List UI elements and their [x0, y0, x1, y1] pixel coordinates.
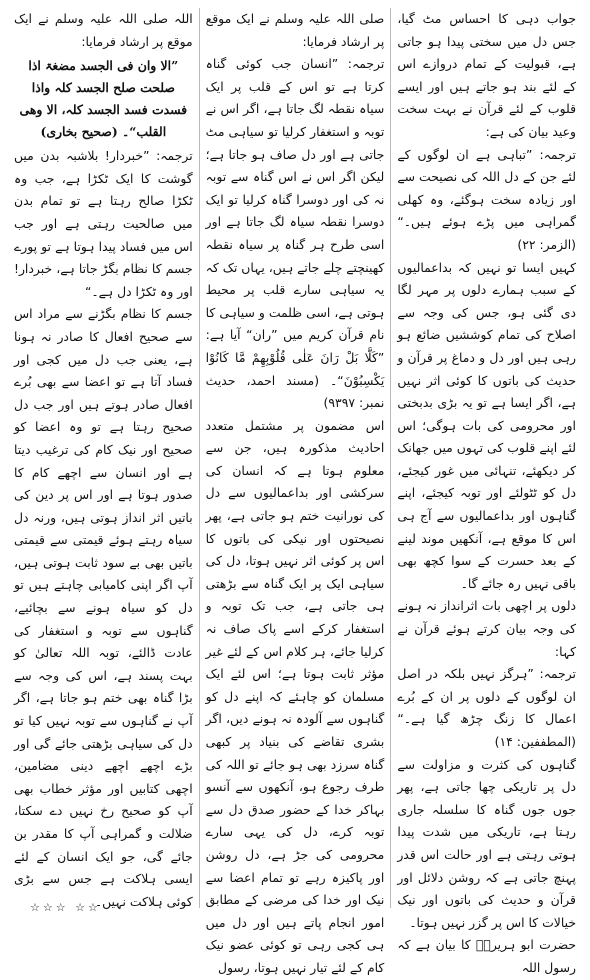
quran-translation: ترجمہ: ”ہرگز نہیں بلکہ در اصل ان لوگوں کے دلوں پر ان کے بُرے اعمال کا زنگ چڑھ گیا ہے۔“ (المطففین: ۱۴) [397, 666, 576, 749]
text-columns [8, 8, 582, 975]
paragraph: جسم کا نظام بگڑنے سے مراد اس سے صحیح افعال کا صادر نہ ہونا ہے، یعنی جب دل میں کجی اور فساد آتا ہے تو اعضا سے بھی بُرے افعال صادر ہوتے ہیں اور جب دل صحیح رہتا ہے تو وہ اعضا کو صحیح اور نیک کام کی ترغیب دیتا ہے اور انسان سے اچھے کام کا صدور ہوتا ہے اور اس پر دین کی باتیں اثر انداز ہوتی ہیں، ورنہ دل سیاہ رہتے ہوئے قیمتی سے قیمتی باتیں بھی بے سود ثابت ہوتی ہیں، آپ اگر اپنی کامیابی چاہتے ہیں تو دل کو سیاہ ہونے سے بچائیے، گناہوں سے توبہ و استغفار کی عادت ڈالئے، توبہ اللہ تعالیٰ کو بہت پسند ہے، اس کی وجہ سے بڑا گناہ بھی ختم ہو جاتا ہے، اگر آپ نے گناہوں سے توبہ نہیں کیا تو دل کی سیاہی بڑھتی جائے گی اور بڑے اچھے اچھے دینی مضامین، اچھی کتابیں اور مؤثر خطاب بھی آپ کو صحیح رخ نہیں دے سکتا، ضلالت و گمراہی آپ کا مقدر بن جائے گی، جو ایک انسان کے لئے ایسی ہلاکت ہے جس سے بڑی کوئی ہلاکت نہیں۔ [13, 306, 193, 909]
paragraph: اللہ صلی اللہ علیہ وسلم نے ایک موقع پر ارشاد فرمایا: [13, 11, 193, 49]
paragraph: حضرت ابو ہریرہؓ کا بیان ہے کہ رسول اللہ [397, 937, 576, 975]
hadith-translation: ترجمہ: ”انسان جب کوئی گناہ کرتا ہے تو اس کے قلب پر ایک سیاہ نقطہ لگ جاتا ہے، اگر اس نے توبہ و استغفار کرلیا تو سیاہی مٹ جاتی ہے اور دل صاف ہو جاتا ہے؛ لیکن اگر اس نے اس گناہ سے توبہ نہ کی اور دوسرا گناہ کرلیا تو ایک دوسرا نقطہ سیاہ لگ جاتا ہے اور اسی طرح ہر گناہ پر سیاہ نقطہ کھینچتے چلے جاتے ہیں، یہاں تک کہ یہ سیاہی سارے قلب پر محیط ہوتی ہے، اسی ظلمت و سیاہی کا نام قرآن کریم میں ”ران“ آیا ہے: ”كَلَّا بَلْ رَانَ عَلٰى قُلُوْبِهِمْ مَّا كَانُوْا يَكْسِبُوْنَ“۔ (مسند احمد، حدیث نمبر: ۹۳۹۷) [205, 56, 385, 411]
column-middle [200, 8, 392, 975]
end-ornament: ☆☆☆ ☆☆ [30, 901, 101, 914]
paragraph: دلوں پر اچھی بات اثرانداز نہ ہونے کی وجہ بیان کرتے ہوئے قرآن نے کہا: [397, 598, 576, 659]
arabic-hadith: ”الا وان فی الجسد مضغۃ اذا صلحت صلح الجسد کلہ واذا فسدت فسد الجسد کلہ، الا وھی القلب“۔ (صحیح بخاری) [19, 58, 188, 140]
paragraph: کہیں ایسا تو نہیں کہ بداعمالیوں کے سبب ہمارے دلوں پر مہر لگا دی گئی ہو، جس کی وجہ سے اصلاح کی تمام کوششیں ضائع ہو رہی ہیں اور دل و دماغ پر قرآن و حدیث کی باتوں کا کوئی اثر نہیں ہے، اگر ایسا ہے تو یہ بڑی بدبختی اور محرومی کی بات ہوگی؛ اس لئے اپنے قلوب کی تہوں میں جھانک کر دیکھئے، تنہائی میں غور کیجئے، دل کو ٹٹولئے اور توبہ کیجئے، اپنے گناہوں اور بداعمالیوں سے آج ہی اس کا موقع ہے، آنکھیں موند لینے کے بعد حسرت کے سوا کچھ بھی باقی نہیں رہ جائے گا۔ [397, 259, 576, 591]
paragraph: صلی اللہ علیہ وسلم نے ایک موقع پر ارشاد فرمایا: [205, 11, 385, 49]
column-right [391, 8, 582, 975]
hadith-translation: ترجمہ: ”خبردار! بلاشبہ بدن میں گوشت کا ایک ٹکڑا ہے، جب وہ ٹکڑا صالح رہتا ہے تو تمام بدن میں صالحیت رہتی ہے اور جب اس میں فساد پیدا ہوتا ہے تو پورے جسم کا نظام بگڑ جاتا ہے، خبردار! اور وہ ٹکڑا دل ہے۔“ [13, 148, 193, 299]
column-left [8, 8, 200, 908]
paragraph: اس مضمون پر مشتمل متعدد احادیث مذکورہ ہیں، جن سے معلوم ہوتا ہے کہ انسان کی سرکشی اور بداعمالیوں سے دل کی نورانیت ختم ہو جاتی ہے، پھر نصیحتوں اور نیکی کی باتوں کا اس پر کوئی اثر نہیں ہوتا، دل کی سیاہی ایک پر ایک گناہ سے بڑھتی ہی جاتی ہے، جب تک توبہ و استغفار کرکے اسے پاک صاف نہ کرلیا جائے، ہر کلام اس کے لئے غیر مؤثر ثابت ہوتا ہے؛ اس لئے ایک مسلمان کو چاہئے کہ اپنے دل کو گناہوں سے آلودہ نہ ہونے دیں، اگر بشری تقاضے کی بنیاد پر کبھی گناہ سرزد بھی ہو جائے تو اللہ کی طرف رجوع ہو، آنکھوں سے آنسو بہاکر خدا کے حضور صدق دل سے توبہ کرے، دل کی یہی سارے محرومی کی جڑ ہے، دل روشن اور پاکیزہ رہے تو تمام اعضا سے نیک اور خدا کی مرضی کے مطابق امور انجام پاتے ہیں اور دل میں ہی کجی رہی تو کوئی عضو نیک کام کے لئے تیار نہیں ہوتا، رسول [205, 417, 385, 975]
paragraph: جواب دہی کا احساس مٹ گیا، جس دل میں سختی پیدا ہو جاتی ہے، قبولیت کے تمام دروازے اس کے لئے بند ہو جاتے ہیں اور ایسے قلوب کے لئے قرآن نے بہت سخت وعید بیان کی ہے: [397, 11, 576, 139]
quran-translation: ترجمہ: ”تباہی ہے ان لوگوں کے لئے جن کے دل اللہ کی نصیحت سے اور زیادہ سخت ہوگئے، وہ کھلی گمراہی میں پڑے ہوئے ہیں۔“ (الزمر: ۲۲) [397, 146, 576, 252]
paragraph: گناہوں کی کثرت و مزاولت سے دل پر تاریکی چھا جاتی ہے، پھر جوں جوں گناہ کا سلسلہ جاری رہتا ہے، تاریکی میں شدت پیدا ہوتی رہتی ہے اور حالت اس قدر پہنچ جاتی ہے کہ روشن دلائل اور قرآن و حدیث کی باتوں اور نیک خیالات کا اس پر گزر نہیں ہوتا۔ [397, 756, 576, 930]
